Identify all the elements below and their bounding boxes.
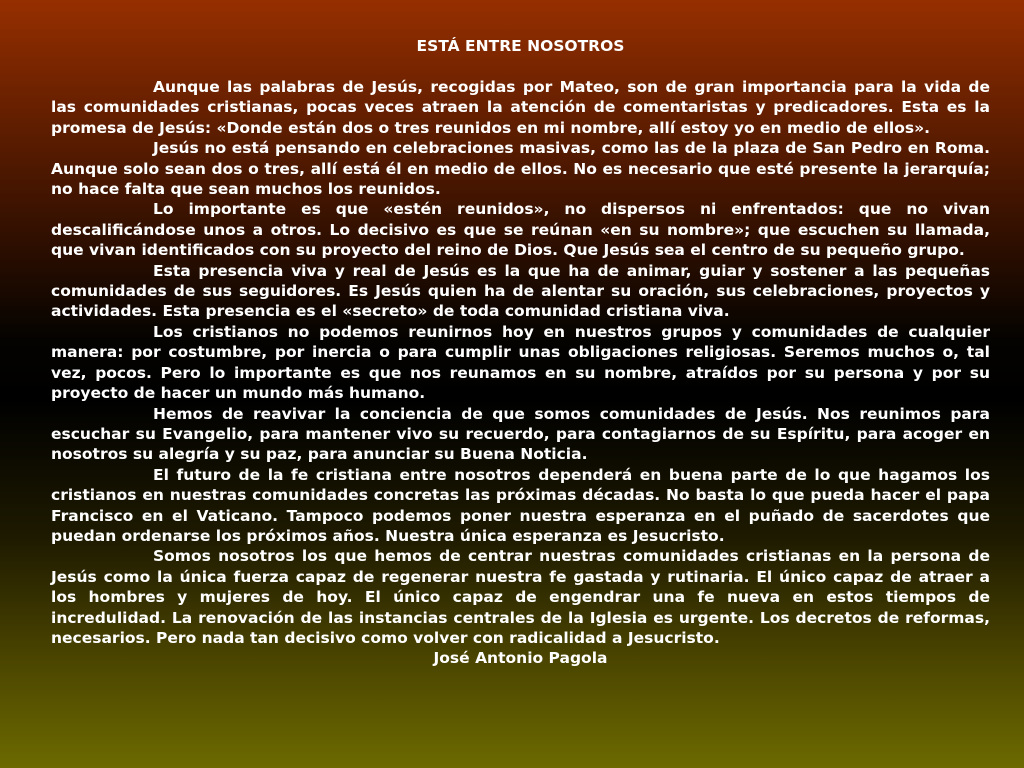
paragraph: El futuro de la fe cristiana entre nosotros dependerá en buena parte de lo que hagamos los cristianos en nuestras comunidades concretas las próximas décadas. No basta lo que pueda hacer el papa Francisco en el Vaticano. Tampoco podemos poner nuestra esperanza en el puñado de sacerdotes que puedan ordenarse los próximos años. Nuestra única esperanza es Jesucristo.	[51, 465, 990, 545]
paragraph: Aunque las palabras de Jesús, recogidas por Mateo, son de gran importancia para la vida de las comunidades cristianas, pocas veces atraen la atención de comentaristas y predicadores. Esta es la promesa de Jesús: «Donde están dos o tres reunidos en mi nombre, allí estoy yo en medio de ellos».	[51, 78, 990, 137]
paragraph: Los cristianos no podemos reunirnos hoy en nuestros grupos y comunidades de cualquier manera: por costumbre, por inercia o para cumplir unas obligaciones religiosas. Seremos muchos o, tal vez, pocos. Pero lo importante es que nos reunamos en su nombre, atraídos por su persona y por su proyecto de hacer un mundo más humano.	[51, 322, 990, 403]
paragraph: Lo importante es que «estén reunidos», no dispersos ni enfrentados: que no vivan descalificándose unos a otros. Lo decisivo es que se reúnan «en su nombre»; que escuchen su llamada, que vivan identificados con su proyecto del reino de Dios. Que Jesús sea el centro de su pequeño grupo.	[51, 200, 990, 260]
paragraph: Somos nosotros los que hemos de centrar nuestras comunidades cristianas en la persona de Jesús como la única fuerza capaz de regenerar nuestra fe gastada y rutinaria. El único capaz de atraer a los hombres y mujeres de hoy. El único capaz de engendrar una fe nueva en estos tiempos de incredulidad. La renovación de las instancias centrales de la Iglesia es urgente. Los decretos de reformas, necesarios. Pero nada tan decisivo como volver con radicalidad a Jesucristo.	[51, 547, 990, 647]
paragraph: Esta presencia viva y real de Jesús es la que ha de animar, guiar y sostener a las pequeñas comunidades de sus seguidores. Es Jesús quien ha de alentar su oración, sus celebraciones, proyectos y actividades. Esta presencia es el «secreto» de toda comunidad cristiana viva.	[51, 261, 990, 321]
slide-title: ESTÁ ENTRE NOSOTROS	[416, 37, 625, 55]
author-signature: José Antonio Pagola	[433, 649, 608, 668]
paragraph: Jesús no está pensando en celebraciones masivas, como las de la plaza de San Pedro en Roma. Aunque solo sean dos o tres, allí está él en medio de ellos. No es necesario que esté presente la jerarquía; no hace falta que sean muchos los reunidos.	[51, 139, 990, 199]
paragraph: Hemos de reavivar la conciencia de que somos comunidades de Jesús. Nos reunimos para escuchar su Evangelio, para mantener vivo su recuerdo, para contagiarnos de su Espíritu, para acoger en nosotros su alegría y su paz, para anunciar su Buena Noticia.	[51, 404, 990, 464]
